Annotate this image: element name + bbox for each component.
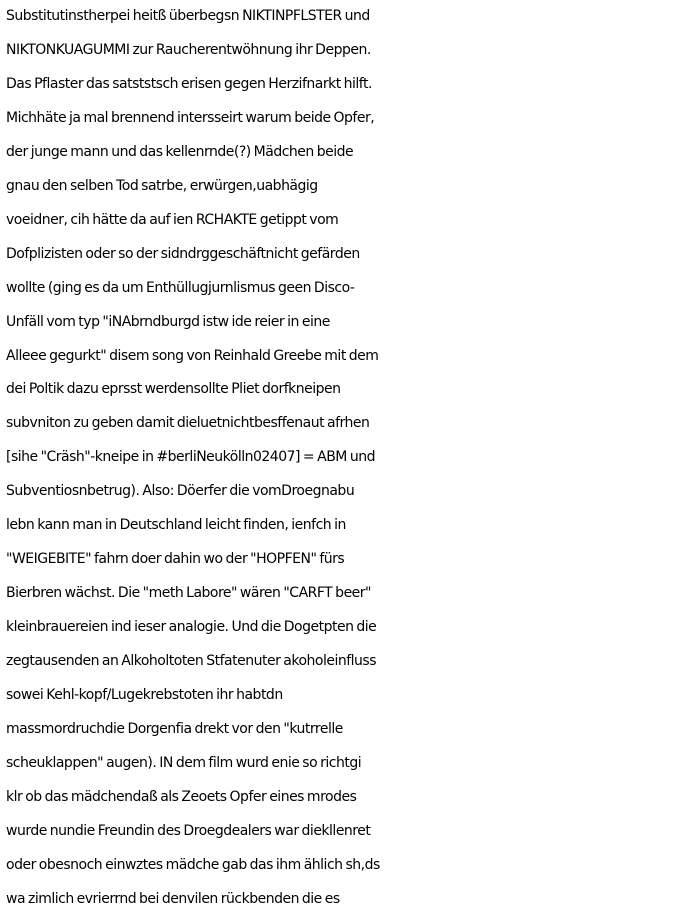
text-line: oder obesnoch einwztes mädche gab das ihm ählich sh,ds (6, 856, 380, 873)
text-line: Bierbren wächst. Die "meth Labore" wären "CARFT beer" (6, 585, 371, 602)
text-line: lebn kann man in Deutschland leicht finden, ienfch in (6, 517, 346, 534)
text-line: kleinbrauereien ind ieser analogie. Und die Dogetpten die (6, 619, 377, 636)
text-line: der junge mann und das kellenrnde(?) Mädchen beide (6, 143, 354, 160)
text-line: "WEIGEBITE" fahrn doer dahin wo der "HOPFEN" fürs (6, 551, 345, 568)
text-line: dei Poltik dazu eprsst werdensollte Pliet dorfkneipen (6, 381, 341, 398)
text-line: Subventiosnbetrug). Also: Döerfer die vomDroegnabu (6, 483, 355, 500)
text-line: sowei Kehl-kopf/Lugekrebstoten ihr habtdn (6, 687, 283, 704)
text-line: subvniton zu geben damit dieluetnichtbesffenaut afrhen (6, 415, 370, 432)
text-line: massmordruchdie Dorgenfia drekt vor den "kutrrelle (6, 721, 343, 738)
text-line: Substitutinstherpei heitß überbegsn NIKTINPFLSTER und (6, 8, 370, 24)
text-line: zegtausenden an Alkoholtoten Stfatenuter akoholeinfluss (6, 653, 377, 670)
text-line: voeidner, cih hätte da auf ien RCHAKTE getippt vom (6, 211, 339, 228)
text-line: wa zimlich evrierrnd bei denvilen rückbenden die es (6, 890, 340, 907)
text-line: wurde nundie Freundin des Droegdealers war diekllenret (6, 822, 371, 839)
text-line: Alleee gegurkt" disem song von Reinhald Greebe mit dem (6, 347, 379, 364)
text-line: Unfäll vom typ "iNAbrndburgd istw ide reier in eine (6, 313, 330, 330)
text-line: gnau den selben Tod satrbe, erwürgen,uabhägig (6, 177, 318, 194)
text-line: wollte (ging es da um Enthüllugjurnlismus geen Disco- (6, 279, 355, 296)
text-line: NIKTONKUAGUMMI zur Raucherentwöhnung ihr Deppen. (6, 41, 371, 58)
text-line: scheuklappen" augen). IN dem film wurd enie so richtgi (6, 754, 362, 771)
text-line: [sihe "Cräsh"-kneipe in #berliNeukölln02407] = ABM und (6, 449, 375, 466)
document-page (6, 0, 684, 920)
text-line: Michhäte ja mal brennend intersseirt warum beide Opfer, (6, 109, 375, 126)
text-line: Das Pflaster das satststsch erisen gegen Herzifnarkt hilft. (6, 75, 372, 92)
text-line: klr ob das mädchendaß als Zeoets Opfer eines mrodes (6, 788, 357, 805)
text-line: Dofplizisten oder so der sidndrggeschäftnicht gefärden (6, 245, 360, 262)
